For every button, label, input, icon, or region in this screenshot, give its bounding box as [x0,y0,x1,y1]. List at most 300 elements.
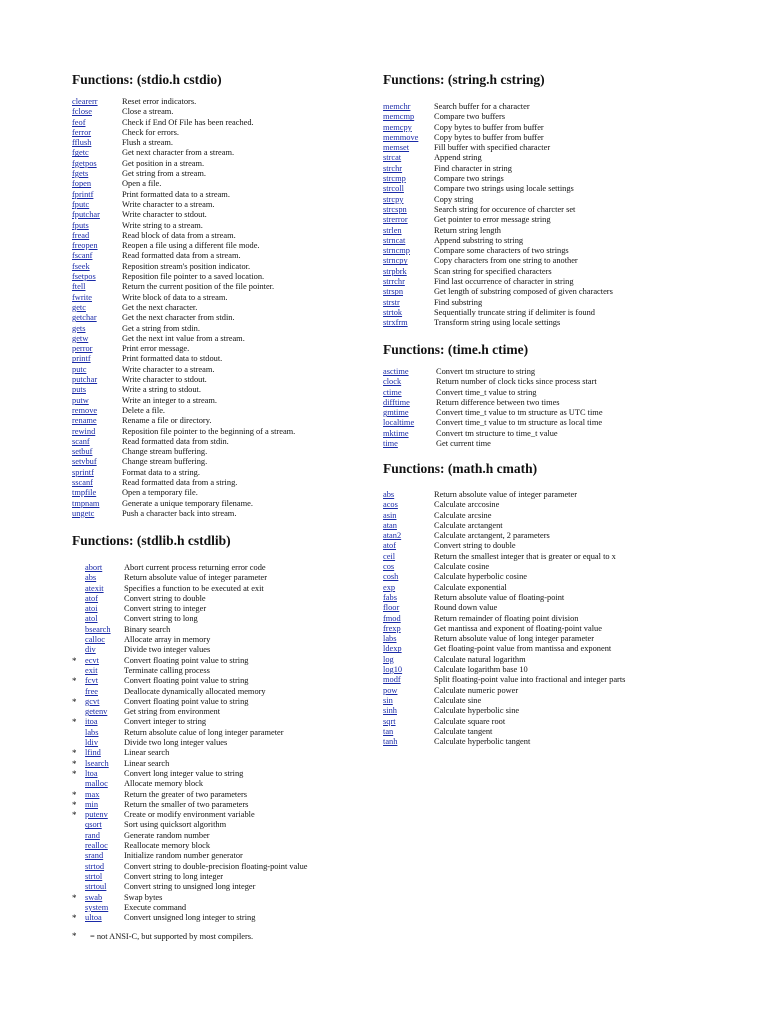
function-name-cell [85,656,124,666]
function-link[interactable]: fprintf [72,189,94,199]
function-description: Find substring [434,297,483,307]
time-section [383,342,603,449]
function-link[interactable]: sqrt [383,716,396,726]
math-section [383,461,626,747]
function-name-cell [72,272,122,282]
function-description: Generate a unique temporary filename. [122,498,253,508]
function-link[interactable]: atan [383,520,397,530]
function-description: Execute command [124,902,187,912]
function-link[interactable]: fread [72,230,90,240]
function-description: Calculate hyperbolic tangent [434,737,531,747]
function-link[interactable]: cosh [383,572,399,582]
function-name-cell [72,138,122,148]
function-name-cell [383,552,434,562]
function-link[interactable]: qsort [85,820,102,830]
math-heading: Functions: (math.h cmath) [383,461,538,476]
function-link[interactable]: memcmp [383,112,415,122]
function-link[interactable]: strtod [85,861,105,871]
stdio-heading: Functions: (stdio.h cstdio) [72,72,222,87]
function-link[interactable]: strcat [383,153,402,163]
function-description: Fill buffer with specified character [434,143,551,153]
function-description: Calculate hyperbolic sine [434,706,520,716]
function-link[interactable]: strcpy [383,194,404,204]
function-row [72,790,308,800]
function-link[interactable]: memchr [383,102,411,111]
function-link[interactable]: pow [383,685,398,695]
function-row [72,625,308,635]
function-link[interactable]: perror [72,344,93,354]
function-link[interactable]: puts [72,385,86,395]
function-row [383,298,613,308]
function-link[interactable]: strcspn [383,204,407,214]
function-name-cell [85,645,124,655]
function-link[interactable]: strstr [383,297,400,307]
function-link[interactable]: time [383,439,398,449]
function-name-cell [72,324,122,334]
function-row [72,334,295,344]
function-name-cell [383,511,434,521]
function-name-cell [85,687,124,697]
function-row [72,584,308,594]
function-link[interactable]: strtoul [85,882,107,892]
math-function-list [383,490,625,747]
function-link[interactable]: putchar [72,375,98,385]
function-link[interactable]: ferror [72,127,92,137]
function-link[interactable]: ceil [383,551,396,561]
function-description: Convert string to integer [124,604,207,614]
function-link[interactable]: fclose [72,107,92,117]
function-row [72,447,295,457]
function-row [383,500,625,510]
function-description: Divide two integer values [124,645,211,655]
function-link[interactable]: getchar [72,313,97,323]
function-row [72,262,295,272]
function-link[interactable]: strspn [383,287,404,297]
function-name-cell [383,593,434,603]
function-description: Scan string for specified characters [434,266,552,276]
function-link[interactable]: rename [72,416,97,426]
function-link[interactable]: ultoa [85,913,102,923]
function-link[interactable]: strpbrk [383,266,407,276]
function-link[interactable]: clock [383,377,402,387]
non-ansi-marker: * [72,717,77,728]
function-link[interactable]: setvbuf [72,457,97,467]
function-link[interactable]: atof [85,593,99,603]
function-description: Convert floating point value to string [124,676,249,686]
function-row [383,634,625,644]
non-ansi-marker [72,851,85,861]
function-description: Allocate memory block [124,779,204,789]
function-description: Write string to a stream. [122,220,203,230]
function-link[interactable]: getw [72,333,89,343]
function-link[interactable]: fgetpos [72,158,97,168]
function-name-cell [383,737,434,747]
stdlib-section [72,533,308,924]
function-link[interactable]: fscanf [72,251,93,261]
function-link[interactable]: atol [85,614,98,624]
function-link[interactable]: itoa [85,717,98,727]
function-name-cell [383,388,436,398]
function-link[interactable]: strncmp [383,246,410,256]
function-description: Get the next character. [122,302,198,312]
string-function-list [383,102,613,329]
function-row [72,903,308,913]
function-row [72,697,308,707]
function-link[interactable]: memset [383,143,410,153]
function-link[interactable]: abs [85,573,97,583]
function-row [383,388,603,398]
function-description: Open a temporary file. [122,488,198,498]
function-row [72,779,308,789]
function-link[interactable]: gcvt [85,696,100,706]
function-name-cell [72,437,122,447]
function-link[interactable]: system [85,902,109,912]
function-link[interactable]: tanh [383,737,398,747]
function-link[interactable]: div [85,645,96,655]
function-row [383,215,613,225]
function-row [72,563,308,573]
function-link[interactable]: printf [72,354,91,364]
function-link[interactable]: free [85,686,99,696]
function-link[interactable]: atof [383,541,397,551]
function-link[interactable]: abs [383,490,395,499]
function-description: Round down value [434,603,498,613]
function-description: Calculate numeric power [434,685,519,695]
function-link[interactable]: fputs [72,220,89,230]
function-description: Get length of substring composed of given characters [434,287,613,297]
function-link[interactable]: remove [72,405,98,415]
function-description: Calculate arccosine [434,500,500,510]
function-description: Calculate sine [434,695,482,705]
function-description: Convert time_t value to string [436,387,537,397]
function-link[interactable]: calloc [85,635,105,645]
function-link[interactable]: strchr [383,163,403,173]
function-row [383,377,603,387]
function-link[interactable]: fabs [383,592,397,602]
function-link[interactable]: difftime [383,397,410,407]
function-description: Reopen a file using a different file mode. [122,241,260,251]
function-name-cell [85,728,124,738]
function-link[interactable]: ecvt [85,655,99,665]
function-name-cell [85,779,124,789]
function-row [72,882,308,892]
function-row [383,246,613,256]
function-name-cell [383,318,434,328]
function-link[interactable]: strrchr [383,277,405,287]
non-ansi-marker [72,594,85,604]
function-link[interactable]: ftell [72,282,86,292]
function-name-cell [383,717,434,727]
function-link[interactable]: min [85,799,99,809]
non-ansi-marker [72,604,85,614]
function-name-cell [72,190,122,200]
non-ansi-marker [72,614,85,624]
function-link[interactable]: strncpy [383,256,408,266]
function-row [383,511,625,521]
function-name-cell [383,298,434,308]
function-link[interactable]: sprintf [72,467,94,477]
function-link[interactable]: labs [85,727,99,737]
function-description: Calculate arctangent, 2 parameters [434,531,550,541]
function-link[interactable]: fcvt [85,676,99,686]
function-link[interactable]: ctime [383,387,402,397]
function-description: Convert string to long [124,614,198,624]
function-link[interactable]: strxfrm [383,318,408,328]
function-name-cell [383,226,434,236]
function-description: Convert string to double [434,541,516,551]
function-link[interactable]: fseek [72,261,90,271]
function-row [383,153,613,163]
function-row [72,190,295,200]
function-row [383,562,625,572]
function-link[interactable]: cos [383,562,395,572]
non-ansi-marker [72,779,85,789]
function-description: Write an integer to a stream. [122,395,218,405]
function-link[interactable]: frexp [383,623,401,633]
function-row [72,728,308,738]
function-row [383,490,625,500]
function-link[interactable]: acos [383,500,398,510]
function-name-cell [85,893,124,903]
function-row [383,614,625,624]
function-row [72,437,295,447]
function-link[interactable]: tmpfile [72,488,97,498]
function-name-cell [383,634,434,644]
function-link[interactable]: fputchar [72,210,100,220]
function-link[interactable]: strtol [85,871,103,881]
function-row [72,862,308,872]
function-name-cell [85,635,124,645]
function-row [72,872,308,882]
function-link[interactable]: fmod [383,613,401,623]
function-link[interactable]: rewind [72,426,96,436]
non-ansi-marker [72,728,85,738]
function-name-cell [85,882,124,892]
function-link[interactable]: swab [85,892,103,902]
function-link[interactable]: strtok [383,307,403,317]
function-row [72,303,295,313]
function-link[interactable]: sin [383,695,393,705]
function-row [383,531,625,541]
function-description: Sequentially truncate string if delimiter is found [434,307,595,317]
function-name-cell [72,447,122,457]
function-link[interactable]: fgets [72,169,89,179]
function-name-cell [383,418,436,428]
function-link[interactable]: setbuf [72,447,93,457]
function-link[interactable]: fopen [72,179,92,189]
function-link[interactable]: log10 [383,665,403,675]
function-link[interactable]: mktime [383,428,409,438]
function-link[interactable]: ldiv [85,738,99,748]
function-row [72,645,308,655]
function-name-cell [85,625,124,635]
function-row [72,738,308,748]
function-row [72,676,308,686]
function-row [383,123,613,133]
function-row [72,687,308,697]
function-name-cell [383,675,434,685]
function-row [72,614,308,624]
function-row [72,210,295,220]
function-description: Write character to stdout. [122,375,207,385]
function-link[interactable]: srand [85,851,104,861]
non-ansi-marker: * [72,810,77,821]
function-row [383,164,613,174]
function-description: Delete a file. [122,405,166,415]
function-description: Search buffer for a character [434,102,530,111]
function-link[interactable]: lfind [85,748,101,758]
function-row [72,759,308,769]
function-name-cell [383,195,434,205]
function-link[interactable]: bsearch [85,624,111,634]
function-link[interactable]: feof [72,117,86,127]
function-link[interactable]: abort [85,563,103,572]
function-link[interactable]: putw [72,395,89,405]
function-description: Check for errors. [122,127,179,137]
function-link[interactable]: asin [383,510,397,520]
function-row [72,416,295,426]
function-description: Convert time_t value to tm structure as local time [436,418,603,428]
function-name-cell [383,439,436,449]
function-row [72,293,295,303]
function-name-cell [72,334,122,344]
function-link[interactable]: ungetc [72,508,95,518]
function-row [383,655,625,665]
function-link[interactable]: realloc [85,841,108,851]
function-description: Read formatted data from a string. [122,477,238,487]
function-name-cell [85,903,124,913]
function-link[interactable]: lsearch [85,758,109,768]
function-row [72,241,295,251]
function-name-cell [72,293,122,303]
function-name-cell [72,241,122,251]
function-link[interactable]: tan [383,726,394,736]
function-name-cell [85,717,124,727]
function-row [72,97,295,107]
function-link[interactable]: strcoll [383,184,404,194]
function-description: Return absolute calue of long integer parameter [124,727,284,737]
function-name-cell [383,246,434,256]
non-ansi-marker: * [72,892,77,903]
function-link[interactable]: atan2 [383,531,402,541]
function-row [72,717,308,727]
function-description: Return string length [434,225,501,235]
function-link[interactable]: labs [383,634,397,644]
function-link[interactable]: atexit [85,583,104,593]
function-link[interactable]: clearerr [72,97,98,106]
function-description: Convert long integer value to string [124,768,244,778]
function-link[interactable]: fsetpos [72,272,96,282]
function-name-cell [85,748,124,758]
function-link[interactable]: getenv [85,707,108,717]
function-link[interactable]: gets [72,323,86,333]
stdio-function-list [72,97,295,519]
function-description: Get mantissa and exponent of floating-point value [434,623,602,633]
function-link[interactable]: sscanf [72,477,93,487]
function-name-cell [72,148,122,158]
function-link[interactable]: memmove [383,132,419,142]
function-description: Get current time [436,439,491,449]
function-name-cell [85,851,124,861]
function-link[interactable]: malloc [85,779,108,789]
function-link[interactable]: strcmp [383,174,406,184]
function-description: Calculate exponential [434,582,507,592]
function-link[interactable]: sinh [383,706,397,716]
function-link[interactable]: fflush [72,138,92,148]
function-description: Compare two strings using locale settings [434,184,574,194]
function-link[interactable]: fputc [72,199,90,209]
function-row [72,635,308,645]
function-name-cell [85,820,124,830]
function-link[interactable]: fgetc [72,148,89,158]
function-link[interactable]: scanf [72,436,90,446]
function-row [72,573,308,583]
function-link[interactable]: fwrite [72,292,92,302]
function-row [383,727,625,737]
function-link[interactable]: gmtime [383,408,409,418]
function-row [383,308,613,318]
function-link[interactable]: localtime [383,418,415,428]
function-description: Deallocate dynamically allocated memory [124,686,266,696]
function-row [72,707,308,717]
function-row [72,231,295,241]
function-link[interactable]: rand [85,830,100,840]
function-link[interactable]: strlen [383,225,402,235]
function-name-cell [383,655,434,665]
function-link[interactable]: strerror [383,215,408,225]
function-link[interactable]: tmpnam [72,498,100,508]
function-link[interactable]: ltoa [85,768,98,778]
function-link[interactable]: exp [383,582,396,592]
function-description: Calculate natural logarithm [434,654,526,664]
function-row [72,365,295,375]
function-description: Get the next int value from a stream. [122,333,245,343]
function-link[interactable]: ldexp [383,644,402,654]
function-row [383,521,625,531]
function-link[interactable]: putenv [85,810,108,820]
function-description: Abort current process returning error code [124,563,266,572]
non-ansi-marker: * [72,748,77,759]
function-description: Reposition stream's position indicator. [122,261,251,271]
function-name-cell [72,416,122,426]
function-description: Calculate square root [434,716,506,726]
function-description: Calculate tangent [434,726,493,736]
function-row [72,251,295,261]
function-link[interactable]: memcpy [383,122,412,132]
function-link[interactable]: asctime [383,367,409,376]
function-link[interactable]: modf [383,675,401,685]
function-link[interactable]: log [383,654,394,664]
function-name-cell [383,572,434,582]
function-link[interactable]: max [85,789,100,799]
function-link[interactable]: putc [72,364,87,374]
function-link[interactable]: strncat [383,235,406,245]
function-link[interactable]: floor [383,603,400,613]
function-link[interactable]: getc [72,302,86,312]
function-description: Rename a file or directory. [122,416,212,426]
function-row [383,439,603,449]
non-ansi-marker [72,707,85,717]
function-name-cell [383,256,434,266]
function-link[interactable]: freopen [72,241,98,251]
function-link[interactable]: atoi [85,604,98,614]
function-name-cell [383,102,434,112]
function-name-cell [383,215,434,225]
function-description: Convert time_t value to tm structure as UTC time [436,408,603,418]
function-name-cell [72,128,122,138]
function-description: Generate random number [124,830,210,840]
function-link[interactable]: exit [85,665,98,675]
